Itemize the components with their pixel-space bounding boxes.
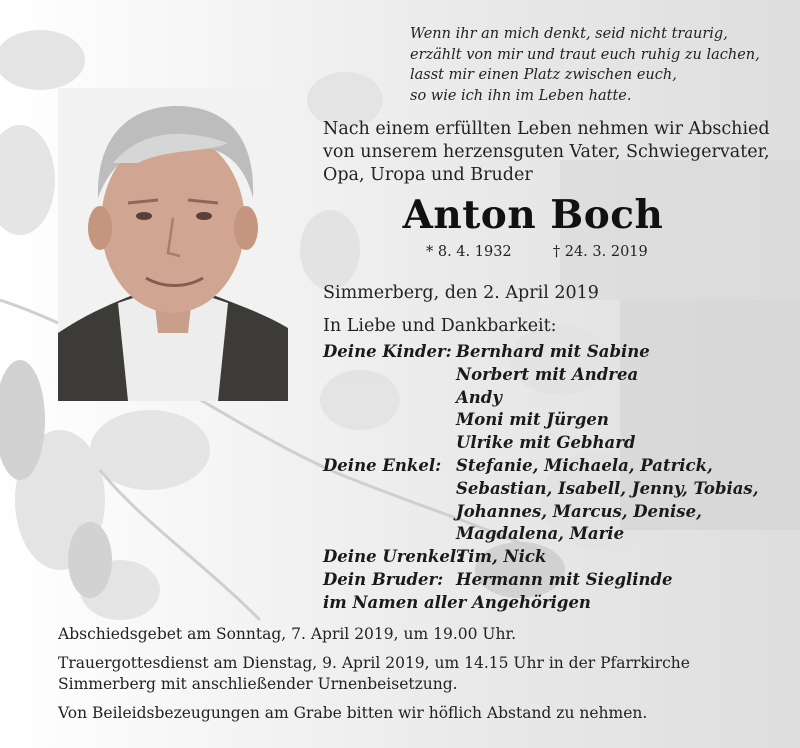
mourner-names: Hermann mit Sieglinde: [456, 569, 673, 589]
mourner-label: [323, 501, 456, 524]
death-date: † 24. 3. 2019: [552, 244, 648, 260]
announcement-line: von unserem herzensguten Vater, Schwiegervater,: [323, 142, 770, 162]
mourner-names: Johannes, Marcus, Denise,: [456, 501, 702, 521]
poem: [410, 24, 790, 106]
announcement-line: Opa, Uropa und Bruder: [323, 165, 533, 185]
poem-line: lasst mir einen Platz zwischen euch,: [410, 67, 677, 83]
mourner-label: Deine Urenkel:: [323, 547, 463, 567]
mourner-label: Dein Bruder:: [323, 569, 444, 589]
burial-notice: Simmerberg mit anschließender Urnenbeisetzung.: [58, 675, 458, 693]
mourner-row: [323, 432, 793, 455]
mourner-names: Sebastian, Isabell, Jenny, Tobias,: [456, 478, 759, 498]
mourner-row: [323, 546, 793, 569]
mourner-row: [323, 523, 793, 546]
mourner-row: [323, 569, 793, 592]
life-dates: [426, 244, 648, 260]
mourner-row: [323, 387, 793, 410]
mourner-row: [323, 501, 793, 524]
mourner-label: [323, 478, 456, 501]
mourner-names: Andy: [456, 387, 502, 407]
deceased-name: Anton Boch: [402, 192, 664, 238]
mourner-row: [323, 409, 793, 432]
condolence-request: Von Beileidsbezeugungen am Grabe bitten wir höflich Abstand zu nehmen.: [58, 704, 648, 722]
love-line: In Liebe und Dankbarkeit:: [323, 316, 557, 336]
mourner-names: Bernhard mit Sabine: [456, 342, 650, 361]
service-information: [58, 624, 793, 724]
mourner-label: Deine Kinder:: [323, 342, 452, 361]
poem-line: erzählt von mir und traut euch ruhig zu lachen,: [410, 46, 760, 63]
mourner-names: Ulrike mit Gebhard: [456, 433, 636, 453]
mourner-names: Stefanie, Michaela, Patrick,: [456, 455, 713, 475]
mourner-label: [323, 387, 456, 410]
mourner-label: [323, 523, 456, 546]
mourner-label: Deine Enkel:: [323, 455, 442, 475]
mourner-names: Norbert mit Andrea: [456, 364, 639, 384]
mourner-row: [323, 592, 793, 615]
mourner-names: Moni mit Jürgen: [456, 410, 609, 430]
birth-date: * 8. 4. 1932: [426, 244, 512, 260]
mourner-label: [323, 364, 456, 387]
mourner-row: [323, 341, 793, 364]
mourner-label: [323, 432, 456, 455]
mourners-list: [323, 341, 793, 615]
mourner-row: [323, 364, 793, 387]
mourner-row: [323, 478, 793, 501]
funeral-service-notice: Trauergottesdienst am Dienstag, 9. April 2019, um 14.15 Uhr in der Pfarrkirche: [58, 654, 690, 672]
mourner-closing: im Namen aller Angehörigen: [323, 592, 591, 612]
portrait-photo: [58, 88, 288, 401]
mourner-names: Tim, Nick: [456, 547, 547, 567]
prayer-notice: Abschiedsgebet am Sonntag, 7. April 2019, um 19.00 Uhr.: [58, 625, 517, 643]
mourner-names: Magdalena, Marie: [456, 524, 625, 544]
poem-line: so wie ich ihn im Leben hatte.: [410, 87, 632, 104]
mourner-row: [323, 455, 793, 478]
announcement-text: [323, 118, 793, 187]
place-and-date: Simmerberg, den 2. April 2019: [323, 283, 599, 303]
poem-line: Wenn ihr an mich denkt, seid nicht traurig,: [410, 26, 728, 42]
announcement-line: Nach einem erfüllten Leben nehmen wir Abschied: [323, 119, 770, 139]
mourner-label: [323, 409, 456, 432]
